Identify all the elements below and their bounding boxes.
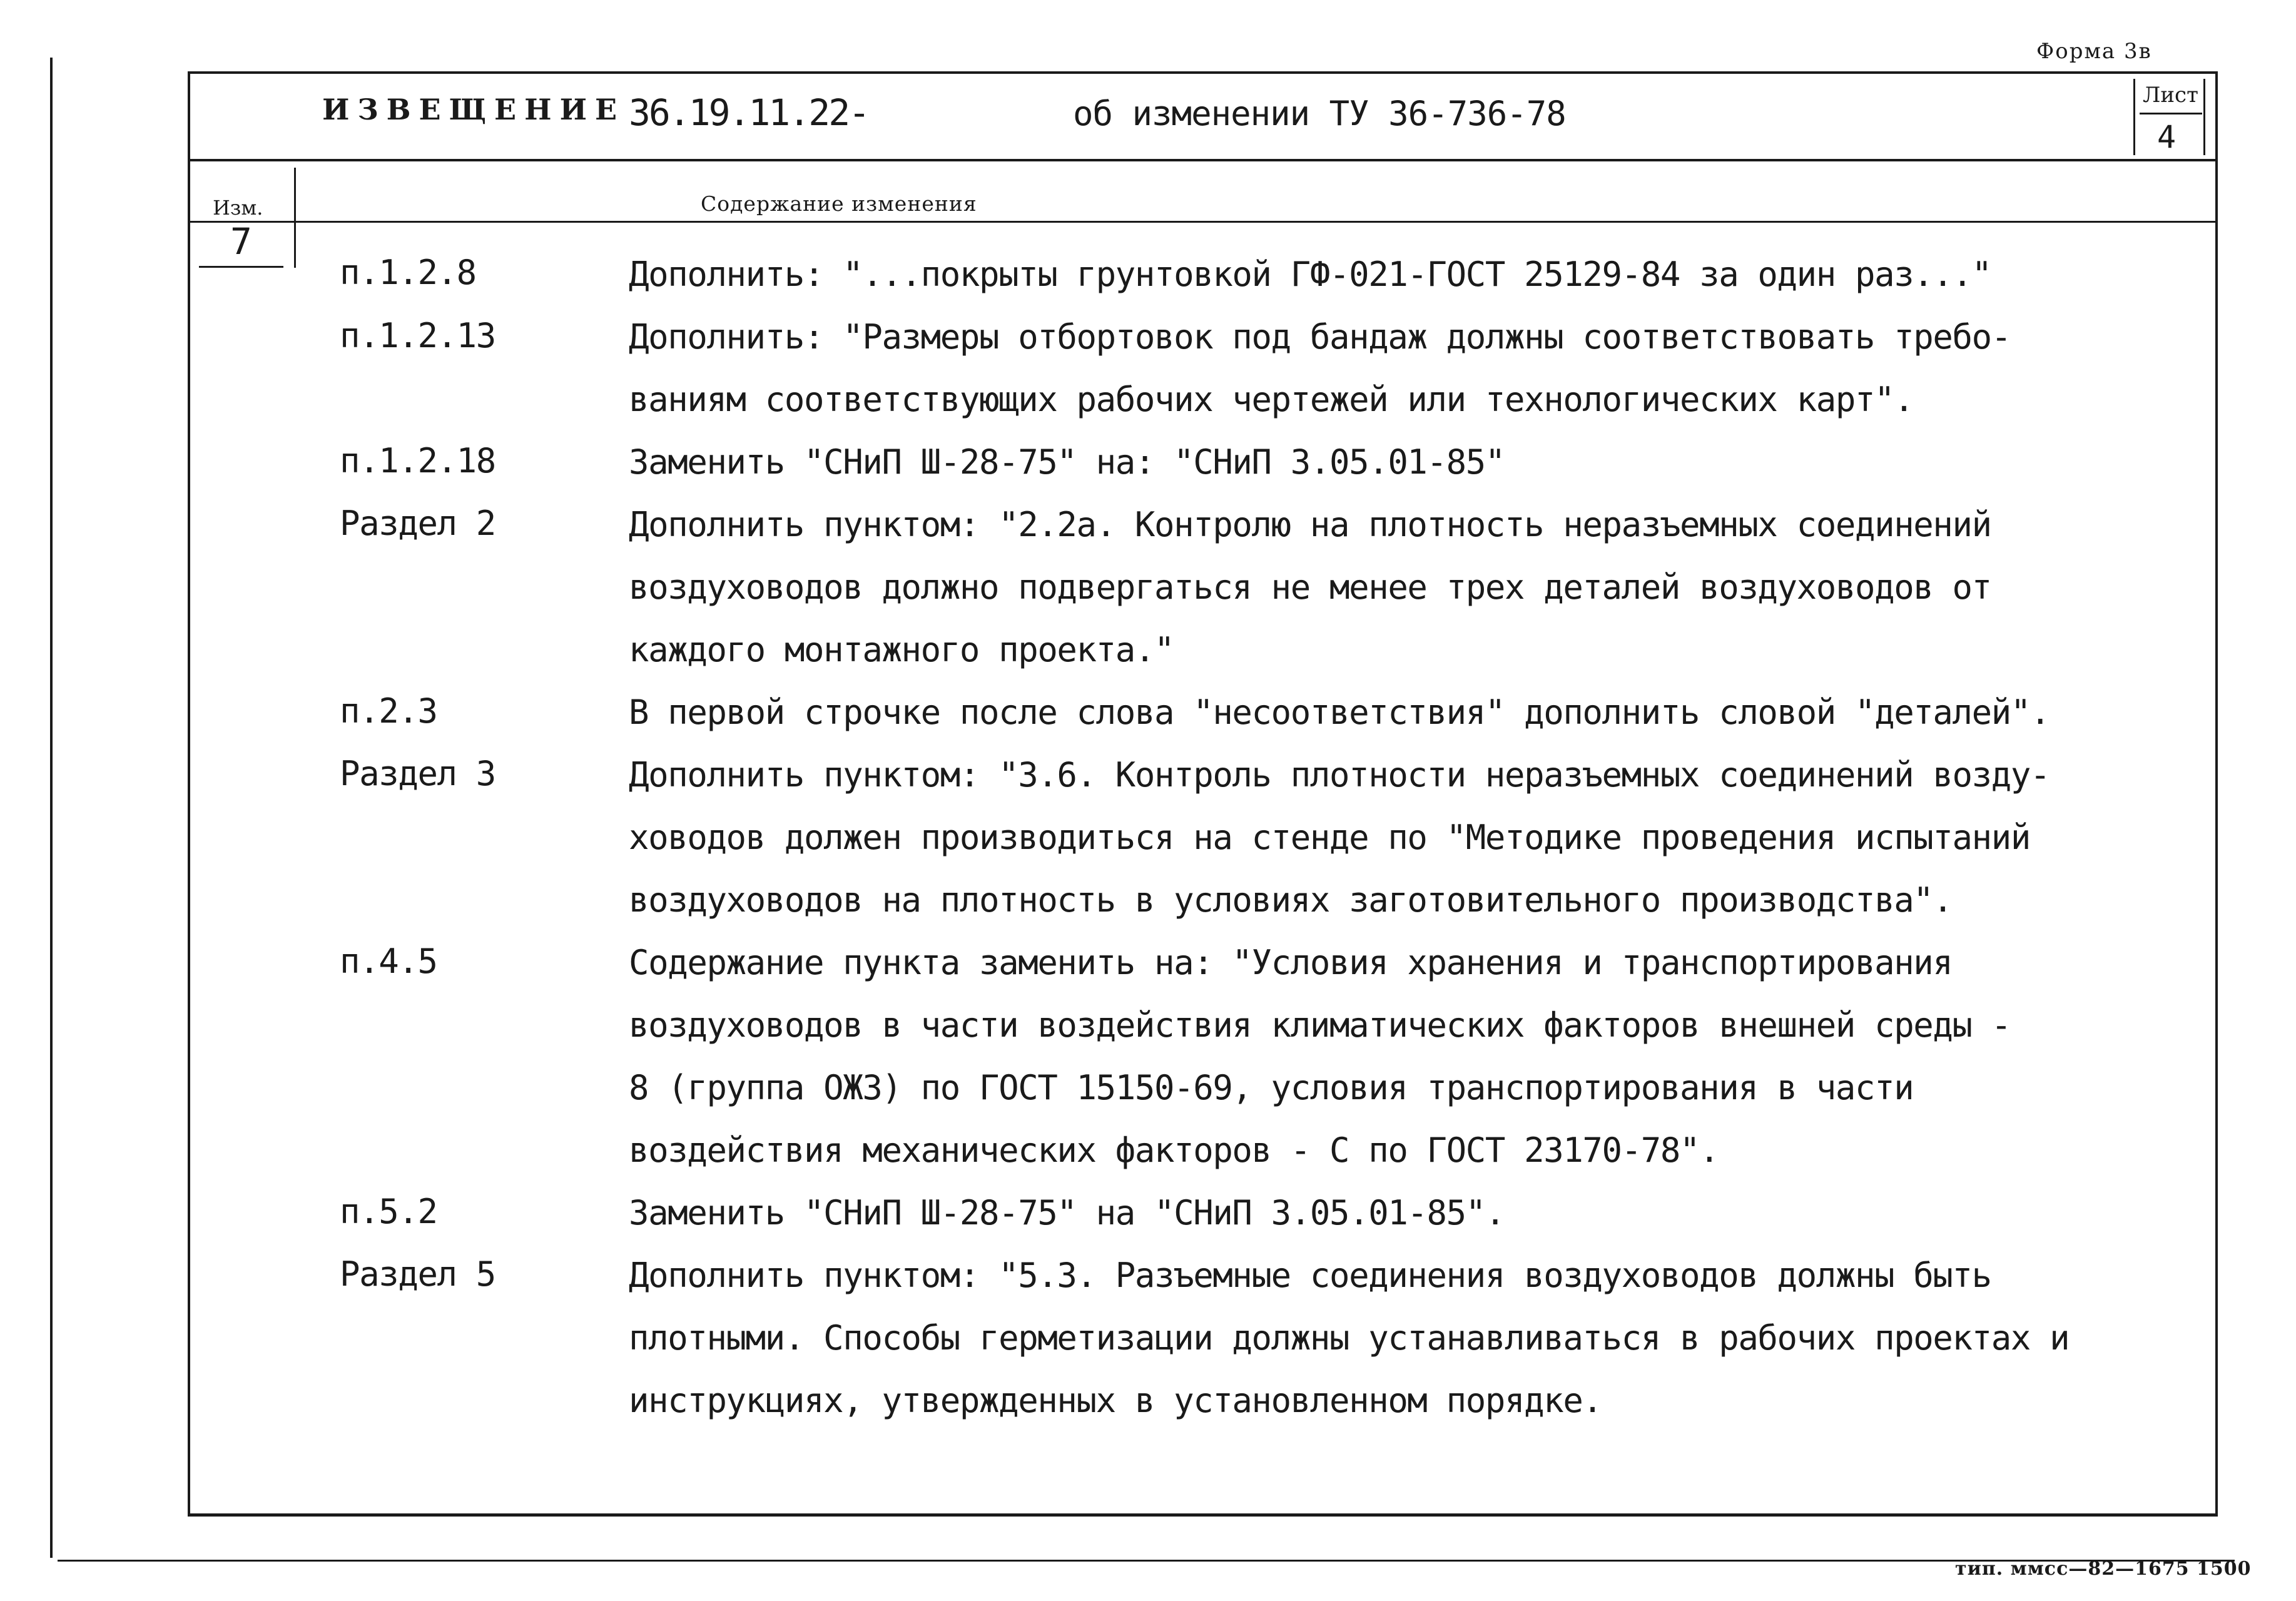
change-no-column-header: Изм. — [213, 196, 263, 220]
entry-ref: Раздел 2 — [340, 504, 495, 543]
content-column-header: Содержание изменения — [701, 191, 977, 216]
entry-text-line: воздействия механических факторов - С по ГОСТ 23170-78". — [629, 1131, 1719, 1170]
entry-text-line: плотными. Способы герметизации должны устанавливаться в рабочих проектах и — [629, 1318, 2070, 1358]
entry-ref: п.4.5 — [340, 942, 437, 981]
entry-text-line: воздуховодов на плотность в условиях заготовительного производства". — [629, 880, 1953, 920]
sheet-label: Лист — [2143, 83, 2198, 108]
izm-number-underline — [199, 266, 283, 268]
entry-text-line: каждого монтажного проекта." — [629, 630, 1174, 669]
notice-title: об изменении ТУ 36-736-78 — [1073, 94, 1566, 133]
entry-text-line: Дополнить: "Размеры отбортовок под бандаж должны соответствовать требо- — [629, 317, 2011, 357]
entry-text-line: Заменить "СНиП Ш-28-75" на "СНиП 3.05.01-85". — [629, 1193, 1505, 1233]
notice-label: ИЗВЕЩЕНИЕ — [322, 93, 626, 126]
column-header-line — [188, 221, 2218, 223]
entry-ref: Раздел 3 — [340, 754, 495, 793]
izm-column-divider — [294, 168, 296, 268]
entry-text-line: 8 (группа ОЖЗ) по ГОСТ 15150-69, условия транспортирования в части — [629, 1068, 1914, 1107]
sheet-box-right-line — [2203, 79, 2205, 155]
entry-text-line: В первой строчке после слова "несоответствия" дополнить словой "деталей". — [629, 693, 2050, 732]
frame-right-line — [2215, 71, 2218, 1513]
entry-text-line: ховодов должен производиться на стенде по "Методике проведения испытаний — [629, 818, 2030, 857]
entry-text-line: Дополнить пунктом: "2.2а. Контролю на плотность неразъемных соединений — [629, 505, 1991, 544]
entry-ref: п.5.2 — [340, 1192, 437, 1231]
notice-number: 36.19.11.22- — [629, 91, 869, 134]
entry-text-line: ваниям соответствующих рабочих чертежей или технологических карт". — [629, 380, 1914, 419]
entry-text-line: Дополнить пунктом: "3.6. Контроль плотности неразъемных соединений возду- — [629, 755, 2050, 795]
entry-text-line: инструкциях, утвержденных в установленном порядке. — [629, 1381, 1602, 1420]
form-label: Форма 3в — [2036, 39, 2152, 64]
entry-text-line: воздуховодов должно подвергаться не менее трех деталей воздуховодов от — [629, 567, 1991, 607]
entry-ref: Раздел 5 — [340, 1254, 495, 1294]
sheet-number: 4 — [2157, 119, 2177, 155]
entry-ref: п.1.2.18 — [340, 441, 495, 480]
frame-bottom-line — [188, 1513, 2218, 1517]
change-number: 7 — [230, 220, 252, 263]
frame-top-line — [188, 71, 2218, 74]
entry-text-line: Дополнить пунктом: "5.3. Разъемные соединения воздуховодов должны быть — [629, 1256, 1991, 1295]
outer-frame-bottom-line — [58, 1560, 2235, 1562]
entry-ref: п.1.2.13 — [340, 316, 495, 355]
print-info: тип. ммсс—82—1675 1500 — [1955, 1558, 2252, 1580]
sheet-box-left-line — [2133, 79, 2135, 155]
entry-text-line: Содержание пункта заменить на: "Условия хранения и транспортирования — [629, 943, 1953, 982]
header-bottom-line — [188, 159, 2218, 161]
sheet-box-divider — [2140, 113, 2202, 114]
entry-ref: п.2.3 — [340, 691, 437, 731]
entry-text-line: Заменить "СНиП Ш-28-75" на: "СНиП 3.05.01-85" — [629, 442, 1505, 482]
entry-text-line: Дополнить: "...покрыты грунтовкой ГФ-021-ГОСТ 25129-84 за один раз..." — [629, 255, 1991, 294]
frame-left-line — [188, 71, 190, 1513]
outer-frame-left-line — [50, 58, 53, 1558]
entry-text-line: воздуховодов в части воздействия климатических факторов внешней среды - — [629, 1005, 2011, 1045]
entry-ref: п.1.2.8 — [340, 253, 476, 292]
